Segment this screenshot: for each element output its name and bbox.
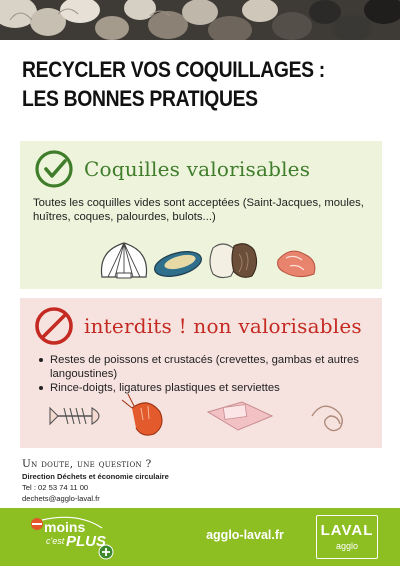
rubber-band-icon [312, 406, 342, 430]
forbidden-illustrations [20, 298, 382, 448]
contact-block [22, 458, 272, 504]
accepted-illustrations [20, 141, 382, 291]
moins-logo-word-1: moins [44, 519, 86, 535]
agglo-logo-word: agglo [335, 541, 359, 551]
whelk-shell-icon [278, 251, 315, 276]
title-line-2: LES BONNES PRATIQUES [22, 86, 258, 111]
scallop-shell-icon [101, 243, 146, 278]
list-item: Rince-doigts, ligatures plastiques et serviettes [36, 381, 372, 395]
napkin-icon [208, 402, 272, 430]
forbidden-section [20, 298, 382, 448]
list-item: Restes de poissons et crustacés (crevettes, gambas et autres langoustines) [36, 353, 372, 381]
moins-cest-plus-logo [26, 512, 118, 564]
contact-question: Un doute, une question ? [22, 458, 152, 470]
website-link[interactable]: agglo-laval.fr [206, 528, 284, 542]
accepted-shells-section [20, 141, 382, 289]
title-line-1: RECYCLER VOS COQUILLAGES : [22, 57, 325, 82]
shrimp-icon [122, 394, 162, 435]
contact-phone: Tel : 02 53 74 11 00 [22, 483, 89, 492]
mussel-shell-icon [152, 247, 204, 281]
laval-logo-word: LAVAL [320, 522, 374, 539]
contact-department: Direction Déchets et économie circulaire [22, 472, 169, 481]
oyster-shell-icon [210, 244, 257, 278]
accepted-description: Toutes les coquilles vides sont acceptées (Saint-Jacques, moules, huîtres, coques, palourdes, bulots...) [33, 197, 364, 223]
fish-bone-icon [50, 408, 99, 424]
contact-email[interactable]: dechets@agglo-laval.fr [22, 494, 100, 503]
moins-logo-word-2: c'est [46, 536, 65, 546]
moins-logo-word-3: PLUS [66, 533, 107, 550]
accepted-heading: Coquilles valorisables [84, 157, 311, 181]
hero-shells-photo [0, 0, 400, 40]
laval-agglo-logo [316, 515, 378, 559]
forbidden-heading: interdits ! non valorisables [84, 314, 362, 338]
page-title [22, 55, 382, 113]
footer-bar [0, 508, 400, 566]
